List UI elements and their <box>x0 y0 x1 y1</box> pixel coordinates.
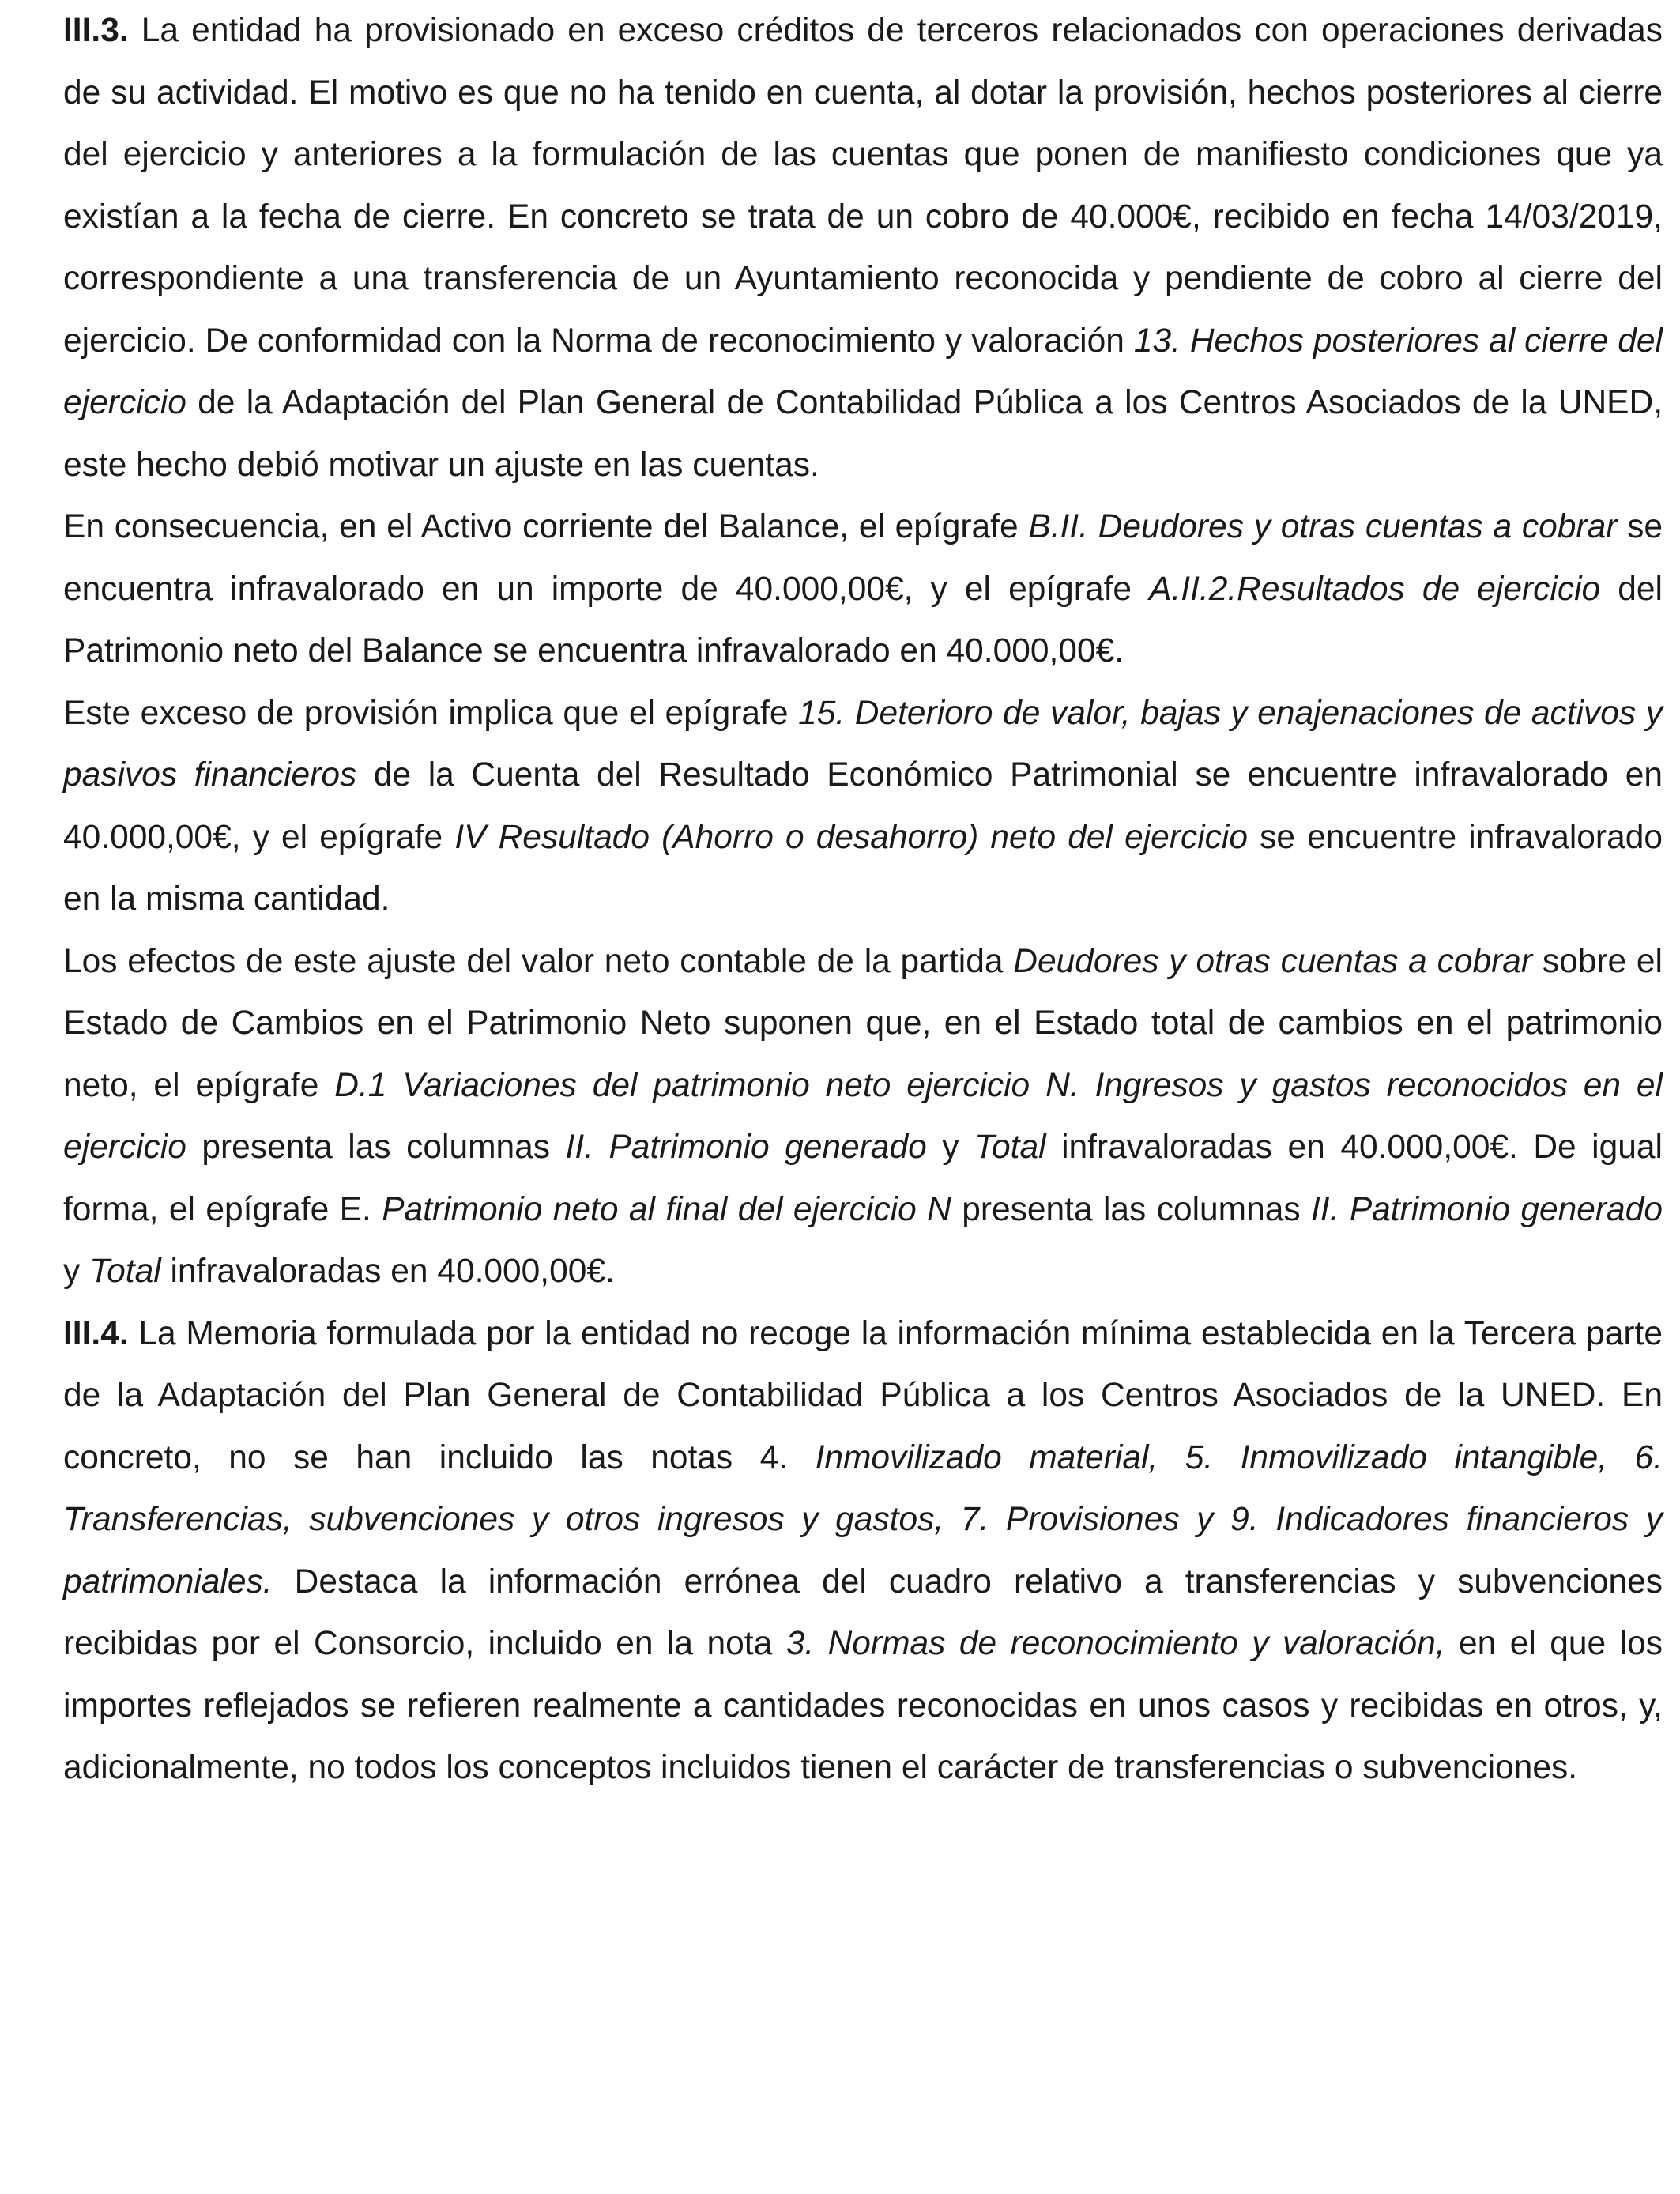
text-segment: se encuentra infravalorado en un importe de 40.000,00€, y el epígrafe <box>63 508 1663 608</box>
paragraph-iii4-memoria <box>63 1303 1663 1800</box>
text-segment: en el que los importes reflejados se refieren realmente a cantidades reconocidas en unos casos y recibidas en otros, y, adicionalmente, no todos los conceptos incluidos tienen el carácter de transferencias o subvenciones. <box>63 1625 1663 1786</box>
italic-reference: Total <box>974 1129 1046 1166</box>
text-segment: La Memoria formulada por la entidad no recoge la información mínima establecida en la Tercera parte de la Adaptación del Plan General de Contabilidad Pública a los Centros Asociados de la UNED. En concreto, no se han incluido las notas 4. <box>63 1314 1663 1476</box>
section-number-iii3: III.3. <box>63 12 129 49</box>
paragraph-equity-changes-effect <box>63 931 1663 1303</box>
italic-reference: B.II. Deudores y otras cuentas a cobrar <box>1028 508 1618 545</box>
italic-reference: 3. Normas de reconocimiento y valoración, <box>785 1625 1445 1662</box>
italic-reference: II. Patrimonio generado <box>565 1129 927 1166</box>
text-segment: presenta las columnas <box>186 1129 566 1166</box>
text-segment: de la Adaptación del Plan General de Contabilidad Pública a los Centros Asociados de la UNED, este hecho debió motivar un ajuste en las cuentas. <box>63 384 1663 484</box>
section-number-iii4: III.4. <box>63 1314 129 1352</box>
paragraph-balance-effect <box>63 496 1663 683</box>
text-segment: Los efectos de este ajuste del valor neto contable de la partida <box>63 942 1014 980</box>
text-segment: de la Cuenta del Resultado Económico Patrimonial se encuentre infravalorado en 40.000,00€, y el epígrafe <box>63 756 1663 856</box>
italic-reference: Total <box>89 1253 161 1290</box>
text-segment: y <box>926 1129 974 1166</box>
document-page <box>63 0 1663 1800</box>
text-segment: Destaca la información errónea del cuadro relativo a transferencias y subvenciones recibidas por el Consorcio, incluido en la nota <box>63 1563 1663 1662</box>
text-segment: presenta las columnas <box>951 1190 1311 1228</box>
italic-reference: 13. Hechos posteriores al cierre del ejercicio <box>63 322 1663 421</box>
italic-reference: Deudores y otras cuentas a cobrar <box>1013 942 1533 980</box>
text-segment: se encuentre infravalorado en la misma cantidad. <box>63 818 1663 918</box>
text-segment: y <box>63 1253 90 1290</box>
text-segment: del Patrimonio neto del Balance se encuentra infravalorado en 40.000,00€. <box>63 570 1663 669</box>
text-segment: sobre el Estado de Cambios en el Patrimonio Neto suponen que, en el Estado total de cambios en el patrimonio neto, el epígrafe <box>63 942 1663 1104</box>
text-segment: infravaloradas en 40.000,00€. De igual forma, el epígrafe E. <box>63 1129 1663 1228</box>
paragraph-result-account-effect <box>63 683 1663 931</box>
italic-reference: II. Patrimonio generado <box>1311 1190 1663 1228</box>
italic-reference: A.II.2.Resultados de ejercicio <box>1149 570 1601 608</box>
paragraph-iii3-provision <box>63 0 1663 496</box>
italic-reference: 15. Deterioro de valor, bajas y enajenaciones de activos y pasivos financieros <box>63 694 1663 794</box>
text-segment: Este exceso de provisión implica que el epígrafe <box>63 694 799 732</box>
text-segment: En consecuencia, en el Activo corriente del Balance, el epígrafe <box>63 508 1029 545</box>
italic-reference: Inmovilizado material, 5. Inmovilizado intangible, 6. Transferencias, subvenciones y otros ingresos y gastos, 7. Provisiones y 9. Indicadores financieros y patrimoniales. <box>63 1438 1663 1600</box>
italic-reference: IV Resultado (Ahorro o desahorro) neto del ejercicio <box>454 818 1248 856</box>
text-segment: La entidad ha provisionado en exceso créditos de terceros relacionados con operaciones derivadas de su actividad. El motivo es que no ha tenido en cuenta, al dotar la provisión, hechos posteriores al cierre del ejercicio y anteriores a la formulación de las cuentas que ponen de manifiesto condiciones que ya existían a la fecha de cierre. En concreto se trata de un cobro de 40.000€, recibido en fecha 14/03/2019, correspondiente a una transferencia de un Ayuntamiento reconocida y pendiente de cobro al cierre del ejercicio. De conformidad con la Norma de reconocimiento y valoración <box>63 12 1663 360</box>
italic-reference: D.1 Variaciones del patrimonio neto ejercicio N. Ingresos y gastos reconocidos en el ejercicio <box>63 1066 1663 1166</box>
text-segment: infravaloradas en 40.000,00€. <box>160 1253 615 1290</box>
italic-reference: Patrimonio neto al final del ejercicio N <box>382 1190 951 1228</box>
